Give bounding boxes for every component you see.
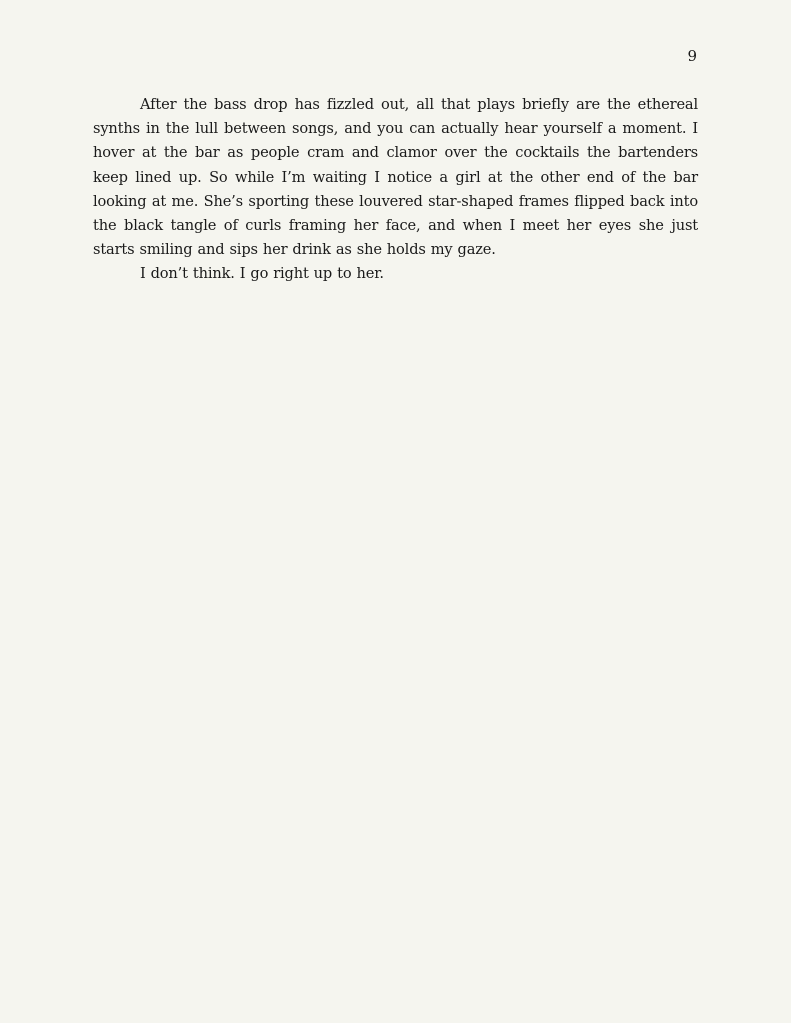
body-text xyxy=(93,93,698,287)
paragraph: After the bass drop has fizzled out, all that plays briefly are the ethereal synths in the lull between songs, and you can actually hear yourself a moment. I hover at the bar as people cram and clamor over the cocktails the bartenders keep lined up. So while I’m waiting I notice a girl at the other end of the bar looking at me. She’s sporting these louvered star-shaped frames flipped back into the black tangle of curls framing her face, and when I meet her eyes she just starts smiling and sips her drink as she holds my gaze. xyxy=(93,96,698,259)
paragraph: I don’t think. I go right up to her. xyxy=(140,265,384,283)
page-number: 9 xyxy=(687,47,697,65)
